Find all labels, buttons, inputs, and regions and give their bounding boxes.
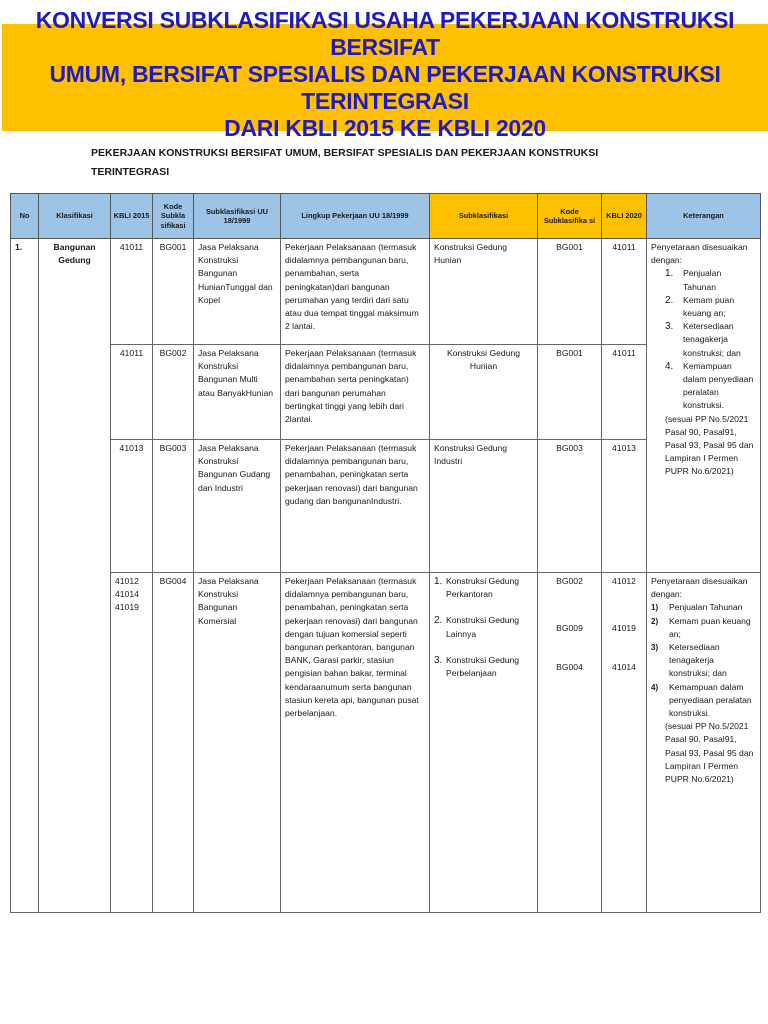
- list-item: 1. Penjualan Tahunan: [665, 268, 722, 292]
- header-kode-subklasifikasi-baru: Kode Subklasifika si: [538, 194, 602, 239]
- kode-baru-cell: BG001: [538, 239, 602, 345]
- list-item: 4. Kemampuan dalam penyediaan peralatan konstruksi.: [665, 360, 754, 411]
- kode-baru-cell: BG002 BG009 BG004: [538, 573, 602, 913]
- keterangan-list: [651, 601, 756, 720]
- title-line-2: UMUM, BERSIFAT SPESIALIS DAN PEKERJAAN KONSTRUKSI TERINTEGRASI: [49, 61, 721, 114]
- keterangan-intro: Penyetaraan disesuaikan dengan:: [651, 576, 748, 600]
- keterangan-note: (sesuai PP No.5/2021 Pasal 90, Pasal91, Pasal 93, Pasal 95 dan Lampiran I Permen PUPR No.6/2021): [665, 413, 754, 477]
- subklasifikasi-baru-cell: Konstruksi Gedung Industri: [430, 440, 538, 573]
- kbli-2015-cell: 41013: [111, 440, 153, 573]
- header-lingkup-pekerjaan: Lingkup Pekerjaan UU 18/1999: [281, 194, 430, 239]
- kbli-2020-cell: 41012 41019 41014: [602, 573, 647, 913]
- keterangan-cell: [647, 573, 761, 913]
- kode-cell: BG004: [153, 573, 194, 913]
- subklasifikasi-baru-cell: [430, 573, 538, 913]
- list-item: 4) Kemampuan dalam penyediaan peralatan konstruksi.: [651, 681, 752, 719]
- subklasifikasi-cell: Jasa Pelaksana Konstruksi Bangunan Komersial: [194, 573, 281, 913]
- keterangan-cell: [647, 239, 761, 573]
- table-header-row: [11, 194, 761, 239]
- list-item: 2. Konstruksi Gedung Lainnya: [434, 615, 520, 639]
- header-subklasifikasi-baru: Subklasifikasi: [430, 194, 538, 239]
- list-item: 2. Kemam puan keuang an;: [665, 294, 735, 319]
- list-item: 1) Penjualan Tahunan: [651, 602, 743, 613]
- kbli-2015-cell: 41012 41014 41019: [111, 573, 153, 913]
- table-row: [11, 573, 761, 913]
- lingkup-cell: Pekerjaan Pelaksanaan (termasuk didalamnya pembangunan baru, penambahan, peningkatan serta pekerjaan renovasi) dari bangunan gudang dan bangunanIndustri.: [281, 440, 430, 573]
- kbli-2020-cell: 41011: [602, 239, 647, 345]
- keterangan-list: [651, 267, 756, 412]
- lingkup-cell: Pekerjaan Pelaksanaan (termasuk didalamnya pembangunan baru, penambahan, peningkatan serta pekerjaan renovasi) dari bangunan dengan tujuan komersial seperti bangunan perkantoran, bangunan BANK, Garasi parkir, stasiun pengisian bahan bakar, terminal kendaraanumum serta bangunan stasiun kereta api, bangunan pusat perbelanjaan.: [281, 573, 430, 913]
- klasifikasi-cell: Bangunan Gedung: [39, 239, 111, 913]
- header-klasifikasi: Klasifikasi: [39, 194, 111, 239]
- subklasifikasi-cell: Jasa Pelaksana Konstruksi Bangunan Multi atau BanyakHunian: [194, 345, 281, 440]
- list-item: 3. Ketersediaan tenagakerja konstruksi; dan: [665, 321, 741, 358]
- header-no: No: [11, 194, 39, 239]
- lingkup-cell: Pekerjaan Pelaksanaan (termasuk didalamnya pembangunan baru, penambahan serta peningkatan) dari bangunan perumahan bertingkat tinggi yang lebih dari 2lantai.: [281, 345, 430, 440]
- section-subtitle: PEKERJAAN KONSTRUKSI BERSIFAT UMUM, BERSIFAT SPESIALIS DAN PEKERJAAN KONSTRUKSI TERINTEGRASI: [91, 147, 599, 178]
- list-item: 1. Konstruksi Gedung Perkantoran: [434, 576, 520, 600]
- kode-baru-cell: BG001: [538, 345, 602, 440]
- title-line-1: KONVERSI SUBKLASIFIKASI USAHA PEKERJAAN KONSTRUKSI BERSIFAT: [35, 7, 735, 60]
- kode-cell: BG002: [153, 345, 194, 440]
- lingkup-cell: Pekerjaan Pelaksanaan (termasuk didalamnya pembangunan baru, penambahan, serta peningkatan)dari bangunan perumahan yang terdiri dari satu atau dua tempat tinggal maksimum 2 lantai.: [281, 239, 430, 345]
- row-number: 1.: [11, 239, 39, 913]
- subklasifikasi-baru-list: [434, 575, 533, 680]
- kbli-2020-cell: 41011: [602, 345, 647, 440]
- document-title: [10, 7, 760, 142]
- kbli-2015-cell: 41011: [111, 239, 153, 345]
- list-item: 2) Kemam puan keuang an;: [651, 615, 751, 639]
- subklasifikasi-cell: Jasa Pelaksana Konstruksi Bangunan Gudang dan Industri: [194, 440, 281, 573]
- header-keterangan: Keterangan: [647, 194, 761, 239]
- header-subklasifikasi-lama: Subklasifikasi UU 18/1999: [194, 194, 281, 239]
- kode-cell: BG003: [153, 440, 194, 573]
- conversion-table: [10, 193, 761, 913]
- header-kbli-2015: KBLI 2015: [111, 194, 153, 239]
- subklasifikasi-baru-cell: Konstruksi Gedung Hunian: [430, 345, 538, 440]
- title-line-3: DARI KBLI 2015 KE KBLI 2020: [224, 115, 546, 141]
- header-kode-subklasifikasi-lama: Kode Subkla sifikasi: [153, 194, 194, 239]
- keterangan-intro: Penyetaraan disesuaikan dengan:: [651, 242, 748, 266]
- keterangan-note: (sesuai PP No.5/2021 Pasal 90, Pasal91, Pasal 93, Pasal 95 dan Lampiran I Permen PUPR No.6/2021): [665, 721, 754, 785]
- kode-baru-cell: BG003: [538, 440, 602, 573]
- list-item: 3. Konstruksi Gedung Perbelanjaan: [434, 654, 520, 679]
- title-banner: [2, 7, 768, 141]
- table-row: [11, 239, 761, 345]
- kode-cell: BG001: [153, 239, 194, 345]
- header-kbli-2020: KBLI 2020: [602, 194, 647, 239]
- subklasifikasi-cell: Jasa Pelaksana Konstruksi Bangunan HunianTunggal dan Kopel: [194, 239, 281, 345]
- kbli-2015-cell: 41011: [111, 345, 153, 440]
- subklasifikasi-baru-cell: Konstruksi Gedung Hunian: [430, 239, 538, 345]
- kbli-2020-cell: 41013: [602, 440, 647, 573]
- list-item: 3) Ketersediaan tenagakerja konstruksi; dan: [651, 642, 727, 679]
